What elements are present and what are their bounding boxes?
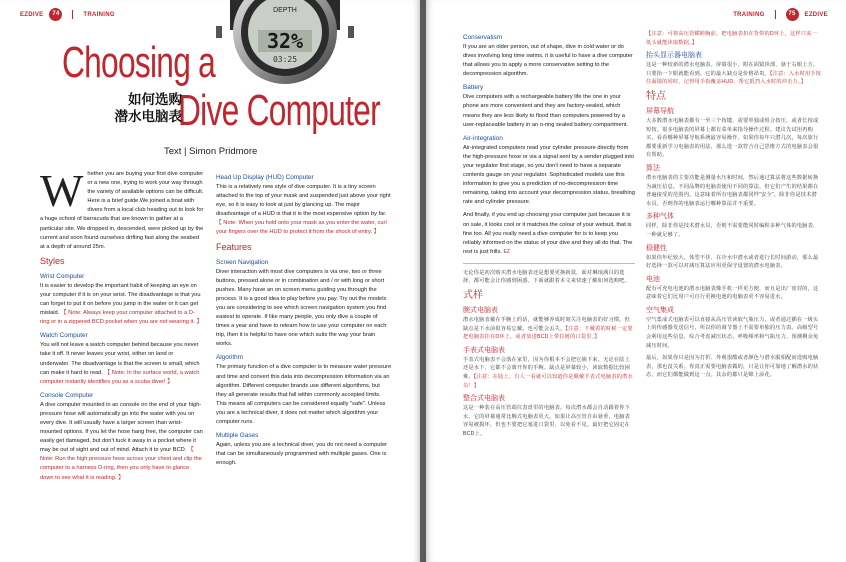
console-note: 【 Note: Run the high pressure hose across your chest and clip the computer to a harness D-ring, then you only have to glance down to see what it is reading. 】 bbox=[40, 447, 202, 481]
cn-conservatism-paragraph: 如果你年纪较大、体型不佳、在冷水中潜水或者进行长时间游动，那么最好选择一款可以对减压算法应用更保守设置的潜水电脑表。 bbox=[646, 254, 819, 270]
air-integration-paragraph: Air-integrated computers read your cylinder pressure directly from the high-pressure hose or via a signal sent by a sender plugged into your regulator first stage, so you don't need to have a separate contents gauge on your regulator. Sophisticated models use this information to give you a prediction of no-decompression time remaining, taking into account your decompression status, breathing rate and cylinder pressure. bbox=[463, 144, 635, 206]
cn-hud-heading: 抬头显示器电脑表 bbox=[646, 52, 702, 60]
hud-note: 【 Note: When you hold onto your mask as you enter the water, curl your fingers over the HUD to protect it from the shock of entry. 】 bbox=[216, 220, 387, 236]
nav-paragraph: Diver interaction with most dive computers is via one, two or three buttons, pressed alone or in combination and / or with long or short pushes. Many have an on screen menu guiding you through the process. It is a good idea to play before you pay. Try out the models you are considering to see which screen navigation system you find easiest to operate. If like many people, you only dive a couple of times a year and have to relearn how to use your computer on each trip, then it is helpful to have one which suits the way your brain works. bbox=[216, 268, 387, 348]
nav-heading: Screen Navigation bbox=[216, 258, 269, 266]
gases-heading: Multiple Gases bbox=[216, 432, 259, 440]
cn-algorithm-paragraph: 潜水电脑表的主要功能是测量水压和时间，然后通过算法将这些数据转换为减压信息。不同品牌的电脑表使用不同的算法，但它们产生的结果都在普遍接受的范围内。这意味着所有电脑表都同样“安全”。除非你是技术潜水员，否则你的电脑表运行哪种算法并不重要。 bbox=[646, 174, 819, 207]
drop-cap: W bbox=[40, 165, 84, 216]
right-page bbox=[426, 0, 846, 562]
gases-paragraph: Again, unless you are a technical diver, you do not need a computer that can be simultaneously programmed with multiple gases. One is enough. bbox=[216, 442, 388, 467]
watch-depth-value: 32% bbox=[266, 29, 304, 53]
intro-paragraph bbox=[40, 165, 204, 252]
console-heading: Console Computer bbox=[40, 391, 94, 399]
cn-conservatism-heading: 稳健性 bbox=[646, 244, 667, 252]
battery-heading: Battery bbox=[463, 84, 484, 92]
folio-divider bbox=[72, 10, 73, 19]
console-paragraph: A dive computer mounted in an console on the end of your high-pressure hose will automatically go into the water with you on every dive. It will usually have a larger screen than wrist-mounted options. If you let the hose hang free, the computer can easily get damaged, but don't tuck it away in a pocket where it may be out of sight and out of mind. Attach it to your BCD. 【 Note: Run the high pressure hose across your chest and clip the computer to a harness D-ring, then you only have to glance down to see what it is reading. 】 bbox=[40, 401, 203, 481]
end-mark: EZ bbox=[503, 248, 510, 255]
watch-note: 【 Note: In the surface world, a watch computer instantly identifies you as a scuba diver! 】 bbox=[40, 369, 200, 385]
cn-closing-paragraph: 最后，如果你只是因为打折、外观很酷或者颜色与潜水服相配而选购电脑表，那也没关系。你真正需要电脑表做的，只是让你可靠地了解潜水的状态，而它们都能做到这一点。其余的都只是锦上添花。 bbox=[646, 355, 819, 379]
cn-gases-paragraph: 同样，除非你是技术潜水员，否则不需要能同时编程多种气体的电脑表，一种就足够了。 bbox=[646, 223, 819, 238]
magazine-name: EZDIVE bbox=[804, 12, 828, 19]
title-line-1: Choosing a bbox=[62, 38, 216, 87]
watch-label-top: DEPTH bbox=[273, 7, 297, 14]
watch-paragraph: You will not leave a watch computer behind because you never take it off. It never leaves your wrist, either on land or underwater. The disadvantage is that the screen is small, which can make it hard to read. 【 Note: In the surface world, a watch computer instantly identifies you as a scuba diver! 】 bbox=[40, 342, 200, 385]
left-folio bbox=[20, 8, 115, 21]
cn-watch-paragraph: 手表式电脑表不会落在家里，因为你根本不会把它摘下来。无论在陆上还是水下，它都不会离开你的手腕。缺点是屏幕较小，读取数据比较困难。【注意：在陆上，有人一看就可以知道你是佩戴手表式电脑表的潜水员！】 bbox=[463, 356, 633, 389]
watch-time-value: 03:25 bbox=[272, 55, 298, 64]
wrist-heading: Wrist Computer bbox=[40, 272, 85, 280]
folio-divider bbox=[775, 10, 776, 19]
watch-heading: Watch Computer bbox=[40, 332, 88, 340]
cn-algorithm-heading: 算法 bbox=[646, 164, 660, 172]
cn-air-paragraph: 空气集成式电脑表可以直接从高压管读取气瓶压力，或者通过插在一级头上的传感器发送信号，所以你的调节器上不需要单独的压力表。高级型号会利用这些信息，综合考虑减压状态、呼吸频率和气瓶压力，预测剩余免减压时间。 bbox=[646, 316, 819, 349]
right-column-1 bbox=[463, 30, 635, 443]
title-line-2: Dive Computer bbox=[178, 86, 380, 135]
cn-battery-heading: 电池 bbox=[646, 275, 660, 283]
cn-wrist-paragraph: 潜水电脑表戴在手腕上的话，就能够养成时刻关注电脑表的好习惯。但缺点是下水前很容易忘戴，也可能会丢失。【注意：不戴着的时候一定要把电脑表挂在D环上，或者放进BCD上带拉链的口袋里。】 bbox=[463, 317, 633, 341]
cn-features-heading: 特点 bbox=[646, 90, 666, 102]
cn-battery-paragraph: 配有可充电电池的潜水电脑表像手机一样更方便，而且是出厂密封的，这意味着它们比用户可自行更换电池的电脑表更不容易进水。 bbox=[646, 285, 819, 301]
left-column-1 bbox=[40, 165, 204, 487]
title-chinese-line-2: 潜水电脑表 bbox=[114, 109, 182, 125]
cn-nav-heading: 屏幕导航 bbox=[646, 107, 674, 115]
algorithm-paragraph: The primary function of a dive computer is to measure water pressure and time and convert this data into decompression information via an algorithm. Different computer brands use different algorithms, but they all generate results that fall within commonly accepted limits. This means all computers can be considered equally "safe". Unless you are a technical diver, it does not matter which algorithm your computer runs. bbox=[216, 364, 392, 425]
dive-computer-watch-image bbox=[210, 0, 360, 92]
right-column-2 bbox=[646, 30, 822, 384]
conservatism-paragraph: If you are an older person, out of shape, dive in cold water or do dives involving long time swims, it is useful to have a dive computer that allows you to apply a more conservative setting to the decompression algorithm. bbox=[463, 44, 633, 78]
left-column-2 bbox=[216, 170, 392, 472]
wrist-note: 【 Note: Always keep your computer attached to a D-ring or in a zippered BCD pocket when you are not wearing it. 】 bbox=[40, 310, 203, 326]
algorithm-heading: Algorithm bbox=[216, 354, 243, 362]
hud-heading: Head Up Display (HUD) Computer bbox=[216, 174, 314, 181]
cn-hud-paragraph: 这是一种较新的潜水电脑表。屏幕很小，附在面镜顶部，悬于右眼上方，只要抬一下眼就能看到。它的最大缺点是价格昂贵。【注意：入水时用手按住面镜的同时，记得用手指覆盖HUD，帮它抵挡入水时的冲击力。】 bbox=[646, 62, 822, 86]
right-folio bbox=[733, 8, 828, 21]
section-name: TRAINING bbox=[733, 12, 765, 19]
cn-gases-heading: 多种气体 bbox=[646, 213, 674, 221]
cn-air-heading: 空气集成 bbox=[646, 306, 674, 314]
cn-console-heading: 整合式电脑表 bbox=[463, 395, 505, 403]
byline: Text | Simon Pridmore bbox=[164, 146, 258, 157]
styles-heading: Styles bbox=[40, 255, 65, 266]
cn-styles-heading: 式样 bbox=[463, 290, 483, 302]
wrist-paragraph: It is easier to develop the important habit of keeping an eye on your computer if it is on your wrist. The disadvantage is that you can forget to put it on before you jump in the water or it can get mislaid. 【 Note: Always keep your computer attached to a D-ring or in a zippered BCD pocket when you are not wearing it. 】 bbox=[40, 282, 203, 326]
magazine-name: EZDIVE bbox=[20, 12, 44, 19]
cn-nav-paragraph: 大多数潜水电脑表都有一至三个按键，需要单独或组合按压，或者长按或短按。很多电脑表的屏幕上都有菜单来指导操作过程。建议先试用再购买，看看哪种屏幕导航系统最容易操作。如果你每年只潜几次，每次旅行都要重新学习电脑表的用法，那么选一款符合自己思维方式的电脑表会很有帮助。 bbox=[646, 117, 819, 159]
hud-paragraph: This is a relatively new style of dive computer. It is a tiny screen attached to the top of your mask and suspended just above your right eye, so it is easy to look at just by glancing up. The major disadvantage of a HUD is that it is the most expensive option by far. 【 Note: When you hold onto your mask as you enter the water, curl your fingers over the HUD to protect it from the shock of entry. 】 bbox=[216, 184, 391, 236]
cn-watch-heading: 手表式电脑表 bbox=[463, 346, 505, 354]
left-page bbox=[0, 0, 420, 562]
page-number: 75 bbox=[786, 8, 799, 21]
title-chinese bbox=[78, 92, 182, 126]
cn-intro-paragraph: 无论你是初次购买潜水电脑表还是想要更换新款，面对琳琅满目的选择，都可能会让你感到困惑。下面就跟着本文来快速了解如何选购吧。 bbox=[463, 269, 631, 285]
intro-text: hether you are buying your first dive computer or a new one, trying to work your way through the variety of available options can be difficult. Here is a brief guide.We joined a boat with divers from a local club heading out to look for a huge school of barracuda that are known to gather at a particular site. We dropped in, descended, were picked up by the current and soon found ourselves drifting fast along the seabed at a depth of around 25m. bbox=[40, 171, 204, 250]
cn-wrist-heading: 腕式电脑表 bbox=[463, 307, 498, 315]
battery-paragraph: Dive computers with a rechargeable battery life the one in your phone are more convenient and they are factory-sealed, which means they are less likely to flood than computers powered by a user-replaceable battery in an o-ring sealed battery compartment. bbox=[463, 94, 629, 128]
cn-console-paragraph: 这是一种装在高压管端仪表盘里的电脑表，每次潜水都会自动跟着你下水。它的屏幕通常比腕式电脑表更大。如果让高压管自由悬垂，电脑表容易被损坏，但也不要把它塞进口袋里，以免看不见。最好把它固定在BCD上。 bbox=[463, 405, 631, 437]
cn-console-note: 【注意：可将高压管横跨胸前，把电脑表扣在背带的D环上，这样只需一低头就能读取数据。】 bbox=[646, 31, 817, 46]
page-number: 74 bbox=[49, 8, 62, 21]
title-chinese-line-1: 如何选购 bbox=[128, 92, 182, 108]
section-name: TRAINING bbox=[83, 12, 115, 19]
closing-paragraph: And finally, if you end up choosing your computer just because it is on sale, it looks cool or it matches the colour of your wetsuit, that is fine too. All you really need a dive computer for is to keep you reliably informed on the status of your dive and they all do that. The rest is just frills. EZ bbox=[463, 212, 633, 255]
conservatism-heading: Conservatism bbox=[463, 34, 503, 41]
air-integration-heading: Air-integration bbox=[463, 134, 503, 142]
features-heading: Features bbox=[216, 241, 252, 252]
section-divider bbox=[463, 263, 635, 264]
